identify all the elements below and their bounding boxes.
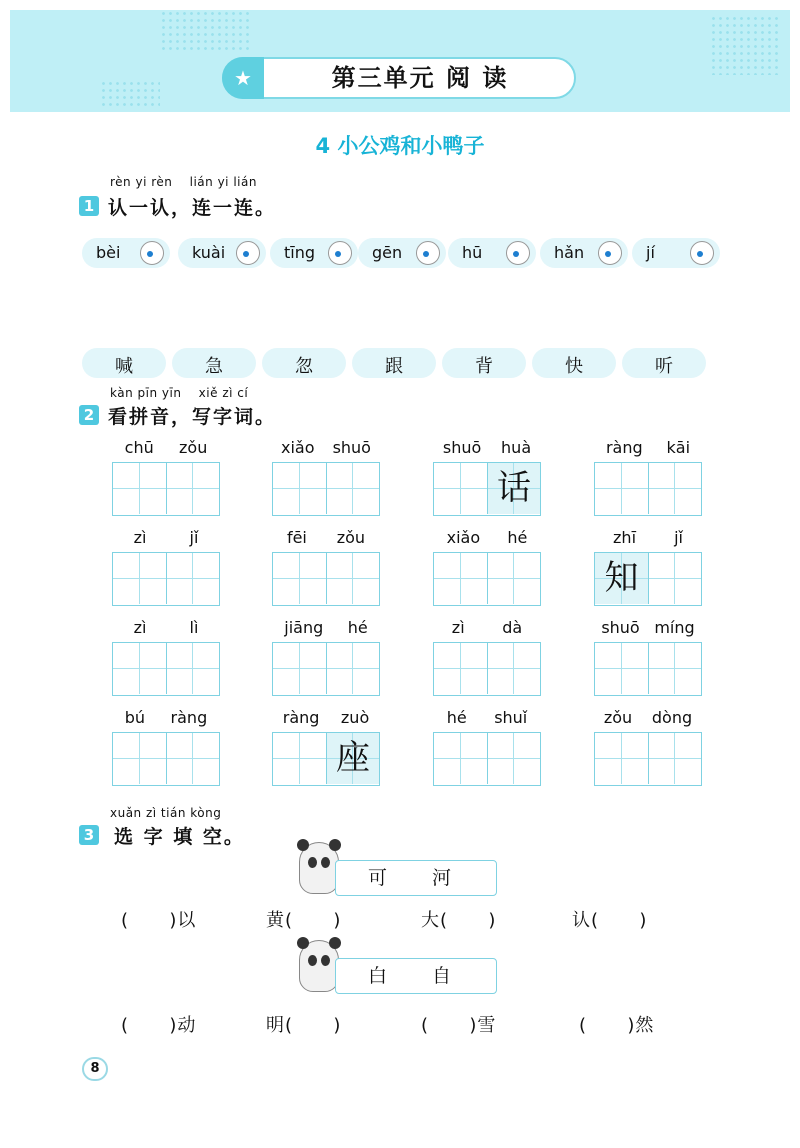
word-pinyin — [272, 618, 380, 637]
writing-grid — [272, 642, 380, 696]
syllable: chū — [124, 438, 154, 457]
cell-char — [113, 643, 166, 694]
cell-char — [649, 643, 701, 694]
word-pinyin — [594, 708, 702, 727]
syllable: ràng — [282, 708, 320, 727]
writing-cell[interactable] — [326, 643, 379, 694]
syllable: hé — [347, 618, 368, 637]
writing-grid — [112, 732, 220, 786]
syllable: shuǐ — [494, 708, 528, 727]
syllable: jiāng — [284, 618, 324, 637]
syllable: zǒu — [603, 708, 633, 727]
cell-char — [434, 733, 487, 784]
writing-cell[interactable] — [595, 733, 648, 784]
writing-cell[interactable] — [113, 643, 166, 694]
char-label: 跟 — [385, 356, 403, 377]
choice-option: 自 — [432, 965, 452, 987]
syllable: zǒu — [179, 438, 208, 457]
section2-instruction: 看拼音，写字词。 — [108, 406, 277, 428]
fill-blank-item[interactable]: 认( ) — [572, 910, 648, 931]
writing-cell[interactable] — [273, 733, 326, 784]
writing-cell[interactable] — [434, 553, 487, 604]
char-item[interactable] — [352, 348, 436, 378]
cell-char — [167, 643, 219, 694]
writing-grid — [112, 552, 220, 606]
choice-box-2 — [335, 958, 497, 994]
writing-grid — [433, 462, 541, 516]
syllable: zǒu — [336, 528, 366, 547]
writing-cell[interactable] — [326, 553, 379, 604]
pinyin-label: tīng — [284, 243, 316, 262]
word-pinyin — [433, 618, 541, 637]
word-pinyin — [112, 438, 220, 457]
writing-cell[interactable] — [326, 463, 379, 514]
cell-char — [167, 733, 219, 784]
writing-cell[interactable] — [326, 733, 379, 784]
panda-icon — [299, 940, 339, 992]
cell-char — [327, 553, 379, 604]
cell-char: 知 — [604, 558, 639, 598]
duck-icon — [598, 241, 622, 265]
writing-cell[interactable] — [166, 733, 219, 784]
char-item[interactable] — [532, 348, 616, 378]
writing-cell[interactable] — [273, 643, 326, 694]
writing-cell[interactable] — [648, 643, 701, 694]
writing-cell[interactable] — [595, 643, 648, 694]
fill-blank-item[interactable]: ( )动 — [121, 1015, 197, 1036]
syllable: zì — [451, 618, 465, 637]
pinyin-label: jí — [646, 243, 655, 262]
char-item[interactable] — [262, 348, 346, 378]
cell-char — [113, 553, 166, 604]
word-pinyin — [433, 528, 541, 547]
word-pinyin — [433, 708, 541, 727]
cell-char — [434, 553, 487, 604]
cell-char — [595, 643, 648, 694]
word-pinyin — [272, 438, 380, 457]
writing-grid — [112, 462, 220, 516]
syllable: shuō — [332, 438, 371, 457]
section3-instruction: 选 字 填 空。 — [114, 826, 245, 848]
syllable: zì — [133, 618, 147, 637]
syllable: xiǎo — [446, 528, 481, 547]
choice-option: 可 — [368, 867, 388, 889]
writing-cell[interactable] — [648, 463, 701, 514]
syllable: fēi — [286, 528, 307, 547]
syllable: míng — [654, 618, 695, 637]
writing-cell[interactable] — [434, 463, 487, 514]
pinyin-item[interactable] — [358, 238, 446, 268]
syllable: shuō — [601, 618, 640, 637]
fill-blank-item[interactable]: 大( ) — [421, 910, 497, 931]
writing-grid — [433, 552, 541, 606]
word-pinyin — [594, 528, 702, 547]
unit-title: 第三单元 阅 读 — [331, 64, 509, 92]
pinyin-item[interactable] — [632, 238, 720, 268]
writing-cell[interactable] — [487, 463, 540, 514]
char-label: 忽 — [295, 356, 313, 377]
pinyin-label: gēn — [372, 243, 403, 262]
fill-blank-item[interactable]: 黄( ) — [266, 910, 342, 931]
writing-grid — [272, 552, 380, 606]
writing-grid — [272, 732, 380, 786]
cell-char — [113, 463, 166, 514]
writing-cell[interactable] — [487, 733, 540, 784]
star-icon: ★ — [222, 57, 264, 99]
section1-pinyin: rèn yi rèn lián yi lián — [110, 175, 257, 189]
cell-char — [167, 553, 219, 604]
syllable: ràng — [605, 438, 643, 457]
writing-cell[interactable] — [166, 463, 219, 514]
cell-char — [327, 643, 379, 694]
syllable: jǐ — [674, 528, 683, 547]
cell-char — [595, 463, 648, 514]
cell-char: 话 — [496, 468, 531, 508]
syllable: hé — [446, 708, 467, 727]
word-pinyin — [433, 438, 541, 457]
writing-cell[interactable] — [595, 463, 648, 514]
section1-number: 1 — [79, 196, 99, 216]
cell-char — [167, 463, 219, 514]
char-label: 听 — [655, 356, 673, 377]
section2-number: 2 — [79, 405, 99, 425]
cell-char — [649, 463, 701, 514]
char-label: 喊 — [115, 356, 133, 377]
duck-icon — [506, 241, 530, 265]
syllable: shuō — [442, 438, 482, 457]
syllable: dà — [502, 618, 523, 637]
cell-char — [434, 463, 487, 514]
choice-option: 白 — [368, 965, 388, 987]
writing-cell[interactable] — [166, 643, 219, 694]
fill-blank-item[interactable]: 明( ) — [266, 1015, 342, 1036]
pinyin-item[interactable] — [270, 238, 358, 268]
syllable: kāi — [666, 438, 691, 457]
panda-icon — [299, 842, 339, 894]
writing-cell[interactable] — [166, 553, 219, 604]
writing-cell[interactable] — [273, 463, 326, 514]
cell-char — [327, 463, 379, 514]
writing-cell[interactable] — [113, 733, 166, 784]
writing-cell[interactable] — [648, 733, 701, 784]
word-pinyin — [272, 528, 380, 547]
duck-icon — [140, 241, 164, 265]
decor-dots — [100, 80, 160, 110]
syllable: dòng — [651, 708, 693, 727]
syllable: xiǎo — [281, 438, 315, 457]
cell-char — [595, 733, 648, 784]
writing-grid — [272, 462, 380, 516]
cell-char: 座 — [335, 738, 370, 778]
cell-char — [488, 643, 540, 694]
word-pinyin — [594, 438, 702, 457]
syllable: lì — [189, 618, 199, 637]
fill-blank-item[interactable]: ( )以 — [121, 910, 197, 931]
writing-grid — [594, 552, 702, 606]
decor-dots — [160, 10, 250, 50]
pinyin-item[interactable] — [82, 238, 170, 268]
writing-cell[interactable] — [113, 553, 166, 604]
pinyin-label: bèi — [96, 243, 121, 262]
writing-cell[interactable] — [434, 733, 487, 784]
syllable: huà — [501, 438, 532, 457]
word-pinyin — [594, 618, 702, 637]
decor-dots — [710, 15, 780, 75]
char-label: 快 — [565, 356, 583, 377]
char-item[interactable] — [82, 348, 166, 378]
char-item[interactable] — [172, 348, 256, 378]
writing-grid — [594, 462, 702, 516]
writing-cell[interactable] — [434, 643, 487, 694]
syllable: zuò — [340, 708, 370, 727]
char-label: 急 — [205, 356, 223, 377]
section3-pinyin: xuǎn zì tián kòng — [110, 806, 222, 820]
char-item[interactable] — [442, 348, 526, 378]
lesson-title: 4 小公鸡和小鸭子 — [315, 134, 485, 158]
word-pinyin — [112, 528, 220, 547]
cell-char — [649, 553, 701, 604]
pinyin-label: hǎn — [554, 243, 585, 262]
choice-option: 河 — [432, 867, 452, 889]
writing-grid — [594, 642, 702, 696]
syllable: ràng — [170, 708, 208, 727]
section2-pinyin: kàn pīn yīn xiě zì cí — [110, 386, 249, 400]
pinyin-label: hū — [462, 243, 483, 262]
char-label: 背 — [475, 356, 493, 377]
writing-cell[interactable] — [595, 553, 648, 604]
syllable: jǐ — [189, 528, 199, 547]
writing-cell[interactable] — [273, 553, 326, 604]
writing-grid — [594, 732, 702, 786]
writing-cell[interactable] — [487, 643, 540, 694]
cell-char — [649, 733, 701, 784]
choice-box-1 — [335, 860, 497, 896]
pinyin-label: kuài — [192, 243, 226, 262]
cell-char — [488, 553, 540, 604]
writing-cell[interactable] — [113, 463, 166, 514]
section3-number: 3 — [79, 825, 99, 845]
pinyin-item[interactable] — [448, 238, 536, 268]
writing-cell[interactable] — [648, 553, 701, 604]
cell-char — [113, 733, 166, 784]
cell-char — [273, 553, 326, 604]
syllable: zhī — [613, 528, 637, 547]
section1-instruction: 认一认，连一连。 — [108, 197, 277, 219]
cell-char — [434, 643, 487, 694]
word-pinyin — [112, 618, 220, 637]
writing-grid — [112, 642, 220, 696]
fill-blank-item[interactable]: ( )雪 — [421, 1015, 497, 1036]
fill-blank-item[interactable]: ( )然 — [579, 1015, 655, 1036]
writing-grid — [433, 732, 541, 786]
duck-icon — [328, 241, 352, 265]
writing-grid — [433, 642, 541, 696]
pinyin-item[interactable] — [178, 238, 266, 268]
cell-char — [273, 463, 326, 514]
syllable: zì — [133, 528, 147, 547]
duck-icon — [236, 241, 260, 265]
duck-icon — [690, 241, 714, 265]
pinyin-item[interactable] — [540, 238, 628, 268]
writing-cell[interactable] — [487, 553, 540, 604]
page-number: 8 — [82, 1057, 108, 1081]
duck-icon — [416, 241, 440, 265]
cell-char — [273, 643, 326, 694]
syllable: hé — [507, 528, 528, 547]
cell-char — [488, 733, 540, 784]
syllable: bú — [124, 708, 146, 727]
word-pinyin — [112, 708, 220, 727]
cell-char — [273, 733, 326, 784]
word-pinyin — [272, 708, 380, 727]
char-item[interactable] — [622, 348, 706, 378]
